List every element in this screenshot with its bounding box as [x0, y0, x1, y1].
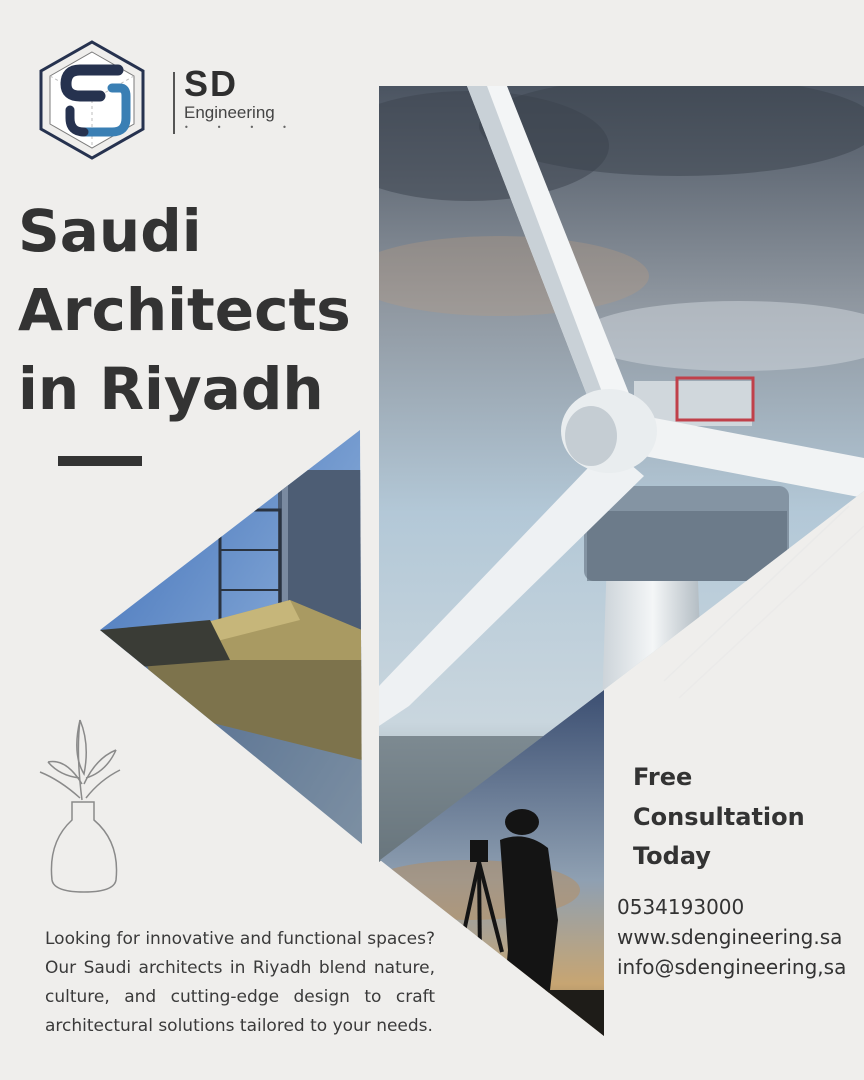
- industrial-building-photo: [100, 430, 362, 844]
- headline-line-3: in Riyadh: [18, 355, 324, 423]
- consultation-line-3: Today: [633, 842, 711, 870]
- website-link[interactable]: www.sdengineering.sa: [617, 925, 843, 949]
- headline-line-1: Saudi: [18, 197, 202, 265]
- brand-dots: ••••: [184, 123, 315, 132]
- consultation-line-1: Free: [633, 763, 693, 791]
- sd-cube-logo-icon: [30, 38, 154, 162]
- phone-number[interactable]: 0534193000: [617, 895, 745, 919]
- contact-info: [617, 892, 846, 982]
- description-text: Looking for innovative and functional spaces? Our Saudi architects in Riyadh blend nature, culture, and cutting-edge design to craft architectural solutions tailored to your needs.: [45, 929, 435, 1036]
- brand-subtitle: Engineering: [184, 103, 275, 122]
- headline-line-2: Architects: [18, 276, 351, 344]
- plant-vase-icon: [36, 714, 132, 896]
- brand-name: SD: [184, 63, 239, 104]
- consultation-line-2: Consultation: [633, 802, 805, 831]
- email-address[interactable]: info@sdengineering,sa: [617, 955, 847, 979]
- headline: [18, 192, 378, 429]
- consultation-heading: [633, 758, 853, 877]
- logo-divider: [173, 72, 175, 134]
